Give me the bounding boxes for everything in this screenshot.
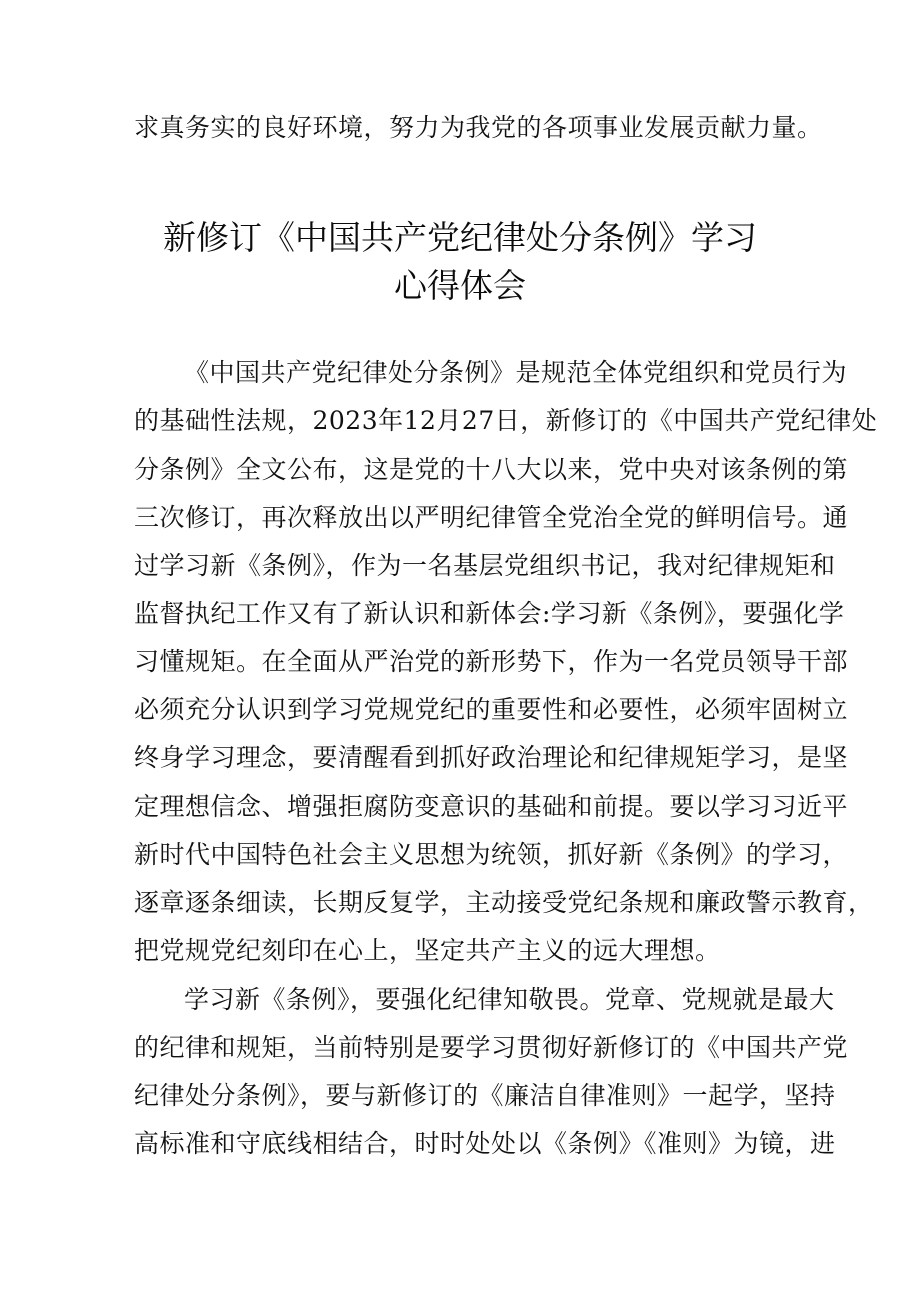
- paragraph-1-line: 终身学习理念，要清醒看到抓好政治理论和纪律规矩学习，是坚: [134, 743, 849, 772]
- paragraph-1-line: 三次修订，再次释放出以严明纪律管全党治全党的鲜明信号。通: [134, 503, 849, 532]
- paragraph-2-line: 的纪律和规矩，当前特别是要学习贯彻好新修订的《中国共产党: [134, 1033, 849, 1062]
- paragraph-1-line: 必须充分认识到学习党规党纪的重要性和必要性，必须牢固树立: [134, 695, 849, 724]
- paragraph-1-line: 分条例》全文公布，这是党的十八大以来，党中央对该条例的第: [134, 455, 849, 484]
- lead-text-line: 求真务实的良好环境，努力为我党的各项事业发展贡献力量。: [134, 113, 823, 142]
- paragraph-1-line: 把党规党纪刻印在心上，坚定共产主义的远大理想。: [134, 936, 721, 965]
- paragraph-2-line: 学习新《条例》，要强化纪律知敬畏。党章、党规就是最大: [184, 985, 835, 1014]
- paragraph-1-line: 监督执纪工作又有了新认识和新体会:学习新《条例》，要强化学: [134, 599, 845, 628]
- document-title-line-2: 心得体会: [394, 266, 526, 305]
- paragraph-1-line: 定理想信念、增强拒腐防变意识的基础和前提。要以学习习近平: [134, 792, 849, 821]
- document-title-line-1: 新修订《中国共产党纪律处分条例》学习: [163, 218, 757, 257]
- paragraph-2-line: 高标准和守底线相结合，时时处处以《条例》《准则》为镜，进: [134, 1129, 836, 1158]
- paragraph-1-line: 新时代中国特色社会主义思想为统领，抓好新《条例》的学习，: [134, 840, 849, 869]
- paragraph-1-line: 过学习新《条例》，作为一名基层党组织书记，我对纪律规矩和: [134, 551, 836, 580]
- paragraph-1-line: 的基础性法规，2023年12月27日，新修订的《中国共产党纪律处: [134, 406, 878, 435]
- paragraph-2-line: 纪律处分条例》，要与新修订的《廉洁自律准则》一起学，坚持: [134, 1081, 836, 1110]
- paragraph-1-line: 习懂规矩。在全面从严治党的新形势下，作为一名党员领导干部: [134, 647, 849, 676]
- paragraph-1-line: 《中国共产党纪律处分条例》是规范全体党组织和党员行为: [184, 358, 848, 387]
- paragraph-1-line: 逐章逐条细读，长期反复学，主动接受党纪条规和廉政警示教育，: [134, 888, 874, 917]
